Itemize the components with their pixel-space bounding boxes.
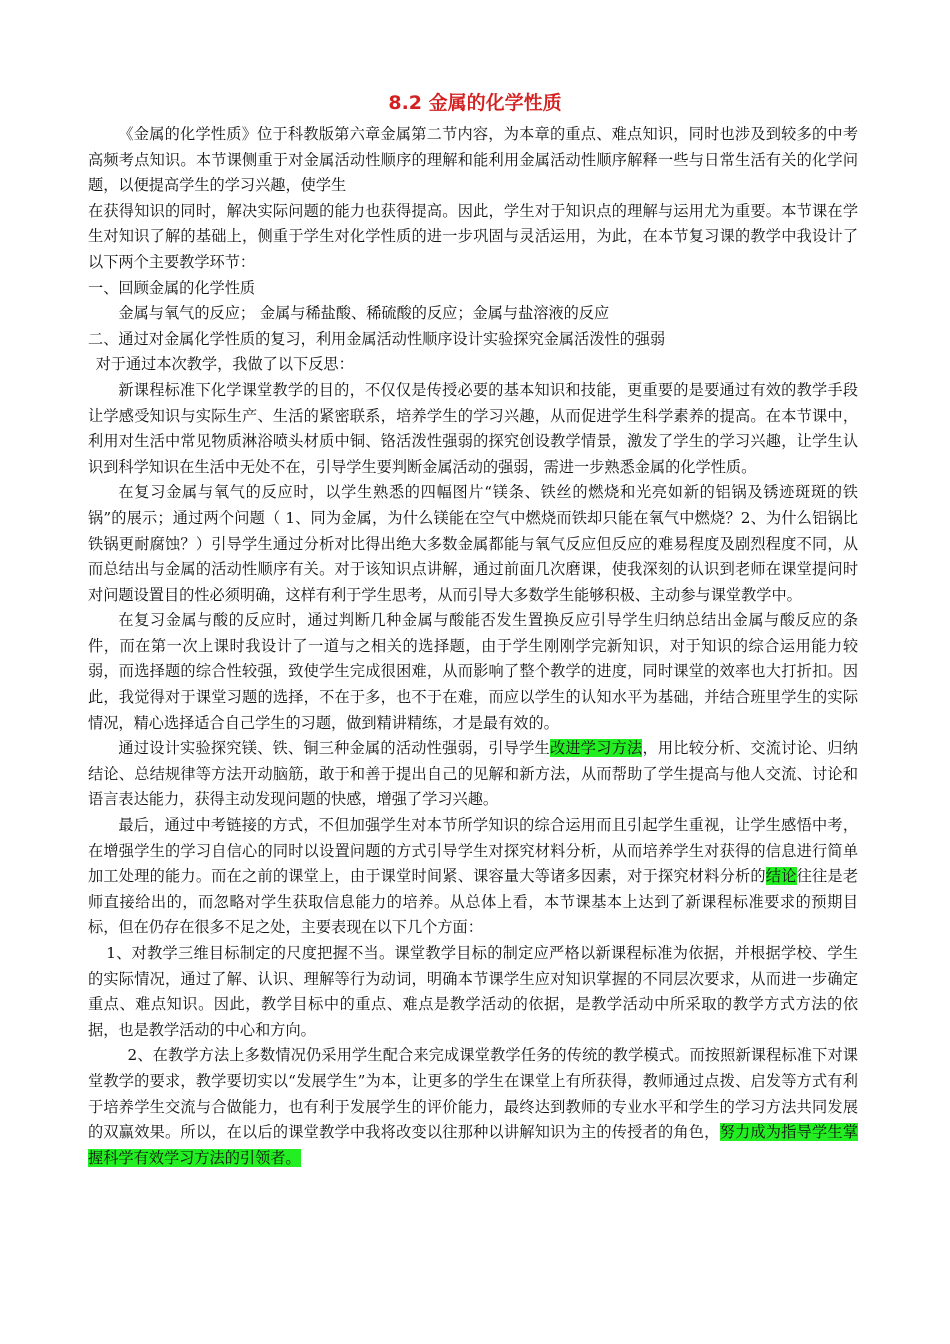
highlight-guide-role: 努力成为指导学生掌握科学有效学习方法的引领者。	[88, 1123, 859, 1167]
paragraph-4-text-a: 通过设计实验探究镁、铁、铜三种金属的活动性强弱，引导学生	[118, 739, 550, 758]
reflection-paragraph-3: 在复习金属与酸的反应时，通过判断几种金属与酸能否发生置换反应引导学生归纳总结出金属与酸反应的条件，而在第一次上课时我设计了一道与之相关的选择题，由于学生刚刚学完新知识，对于知识的综合运用能力较弱，而选择题的综合性较强，致使学生完成很困难，从而影响了整个教学的进度，同时课堂的效率也大打折扣。因此，我觉得对于课堂习题的选择，不在于多，也不于在难，而应以学生的认知水平为基础，并结合班里学生的实际情况，精心选择适合自己学生的习题，做到精讲精练，才是最有效的。	[88, 611, 858, 732]
issue-paragraph-1: 1、对教学三维目标制定的尺度把握不当。课堂教学目标的制定应严格以新课程标准为依据，并根据学校、学生的实际情况，通过了解、认识、理解等行为动词，明确本节课学生应对知识掌握的不同层次要求，从而进一步确定重点、难点知识。因此，教学目标中的重点、难点是教学活动的依据，是教学活动中所采取的教学方式方法的依据，也是教学活动的中心和方向。	[88, 944, 858, 1039]
intro-paragraph-1: 《金属的化学性质》位于科教版第六章金属第二节内容，为本章的重点、难点知识，同时也涉及到较多的中考高频考点知识。本节课侧重于对金属活动性顺序的理解和能利用金属活动性顺序解释一些与日常生活有关的化学问题，以便提高学生的学习兴趣，使学生	[88, 125, 858, 195]
paragraph-5-text-a: 最后，通过中考链接的方式，不但加强学生对本节所学知识的综合运用而且引起学生重视，让学生感悟中考，在增强学生的学习自信心的同时以设置问题的方式引导学生对探究材料分析，从而培养学生对获得的信息进行简单加工处理的能力。而在之前的课堂上，由于课堂时间紧、课容量大等诸多因素，对于探究材料分析的	[88, 816, 858, 886]
reflection-paragraph-1: 新课程标准下化学课堂教学的目的，不仅仅是传授必要的基本知识和技能，更重要的是要通过有效的教学手段让学感受知识与实际生产、生活的紧密联系，培养学生的学习兴趣，从而促进学生科学素养的提高。在本节课中，利用对生活中常见物质淋浴喷头材质中铜、铬活泼性强弱的探究创设教学情景，激发了学生的学习兴趣，让学生认识到科学知识在生活中无处不在，引导学生要判断金属活动的强弱，需进一步熟悉金属的化学性质。	[88, 380, 858, 476]
highlight-conclusion: 结论	[765, 867, 797, 886]
reflection-paragraph-5	[88, 813, 858, 941]
section-2-heading: 二、通过对金属化学性质的复习，利用金属活动性顺序设计实验探究金属活泼性的强弱	[88, 329, 666, 348]
issue-paragraph-2	[88, 1043, 858, 1171]
paragraph-5-text-b: 往往是老师直接给出的，而忽略对学生获取信息能力的培养。从总体上看，本节课基本上达到了新课程标准要求的预期目标，但在仍存在很多不足之处，主要表现在以下几个方面：	[88, 867, 859, 937]
section-1-line: 金属与氧气的反应； 金属与稀盐酸、稀硫酸的反应；金属与盐溶液的反应	[118, 304, 610, 323]
paragraph-4-text-b: ，用比较分析、交流讨论、归纳结论、总结规律等方法开动脑筋，敢于和善于提出自己的见解和新方法，从而帮助了学生提高与他人交流、讨论和语言表达能力，获得主动发现问题的快感，增强了学习兴趣。	[88, 739, 859, 809]
intro-paragraph-2: 在获得知识的同时，解决实际问题的能力也获得提高。因此，学生对于知识点的理解与运用尤为重要。本节课在学生对知识了解的基础上，侧重于学生对化学性质的进一步巩固与灵活运用，为此，在本节复习课的教学中我设计了以下两个主要教学环节：	[88, 201, 858, 271]
document-body	[88, 122, 858, 1171]
reflection-paragraph-4	[88, 736, 858, 813]
section-1-heading: 一、回顾金属的化学性质	[88, 278, 256, 297]
reflection-paragraph-2: 在复习金属与氧气的反应时，以学生熟悉的四幅图片“镁条、铁丝的燃烧和光亮如新的铝锅及锈迹斑斑的铁锅”的展示；通过两个问题（ 1、同为金属，为什么镁能在空气中燃烧而铁却只能在氧气中燃烧？2、为什么铝锅比铁锅更耐腐蚀？）引导学生通过分析对比得出绝大多数金属都能与氧气反应但反应的难易程度及剧烈程度不同，从而总结出与金属的活动性顺序有关。对于该知识点讲解，通过前面几次磨课，使我深刻的认识到老师在课堂提问时对问题设置目的性必须明确，这样有利于学生思考，从而引导大多数学生能够积极、主动参与课堂教学中。	[88, 483, 858, 604]
highlight-improve-method: 改进学习方法	[549, 739, 643, 758]
paragraph-7-text-a: 2、在教学方法上多数情况仍采用学生配合来完成课堂教学任务的传统的教学模式。而按照新课程标准下对课堂教学的要求，教学要切实以“发展学生”为本，让更多的学生在课堂上有所获得，教师通过点拨、启发等方式有利于培养学生交流与合做能力，也有利于发展学生的评价能力，最终达到教师的专业水平和学生的学习方法共同发展的双赢效果。所以，在以后的课堂教学中我将改变以往那种以讲解知识为主的传授者的角色，	[88, 1046, 858, 1142]
reflection-intro: 对于通过本次教学，我做了以下反思：	[95, 355, 354, 374]
page-title: 8.2 金属的化学性质	[388, 92, 562, 114]
